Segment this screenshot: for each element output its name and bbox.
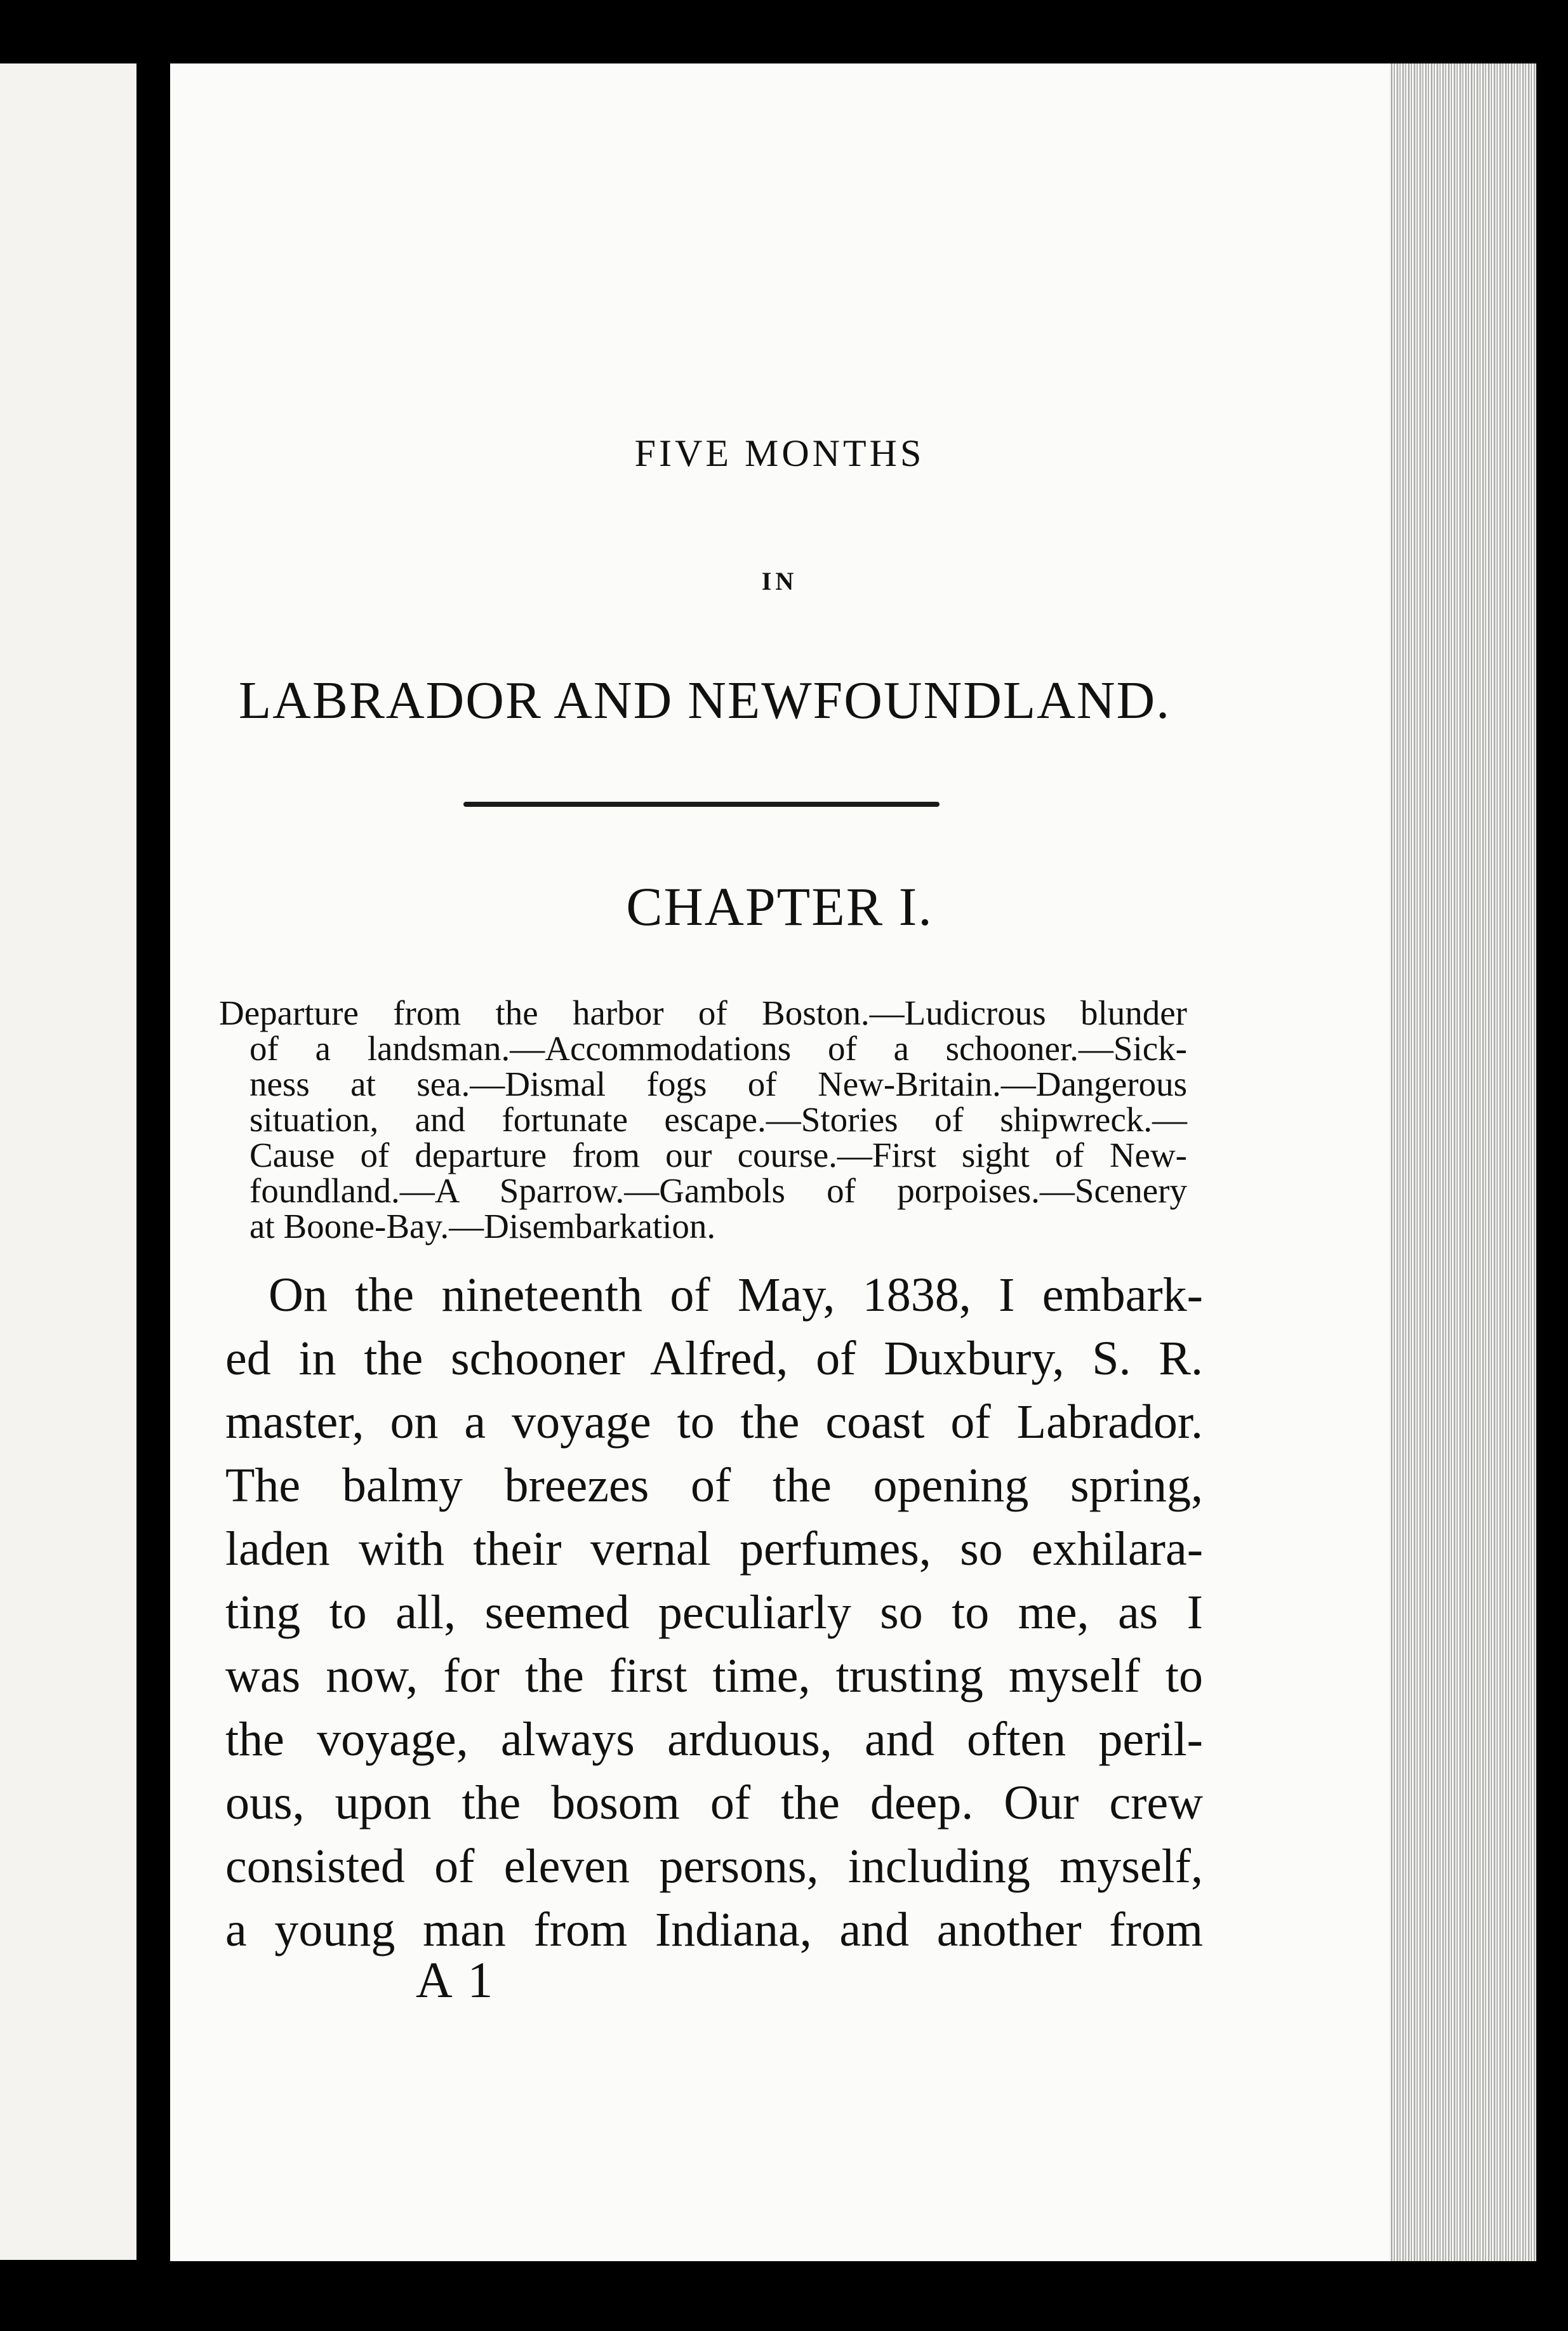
synopsis-line: foundland.—A Sparrow.—Gambols of porpoises.—Scenery	[249, 1171, 1187, 1210]
signature-mark: A 1	[416, 1953, 496, 2009]
body-line: was now, for the first time, trusting myself to	[225, 1649, 1203, 1703]
facing-page	[0, 63, 136, 2260]
body-line: ous, upon the bosom of the deep. Our crew	[225, 1776, 1203, 1830]
body-line: On the nineteenth of May, 1838, I embark-	[269, 1268, 1203, 1322]
body-line: the voyage, always arduous, and often peril-	[225, 1713, 1203, 1766]
synopsis-line: at Boone-Bay.—Disembarkation.	[249, 1207, 716, 1245]
divider-rule	[463, 802, 940, 807]
body-line: ed in the schooner Alfred, of Duxbury, S. R.	[225, 1332, 1203, 1385]
chapter-heading: CHAPTER I.	[626, 876, 933, 937]
synopsis-line: ness at sea.—Dismal fogs of New-Britain.—Dangerous	[249, 1065, 1187, 1103]
synopsis-line: Departure from the harbor of Boston.—Ludicrous blunder	[219, 993, 1187, 1032]
title-line-3: LABRADOR AND NEWFOUNDLAND.	[238, 671, 1171, 730]
body-line: The balmy breezes of the opening spring,	[225, 1459, 1203, 1512]
chapter-synopsis	[219, 995, 1187, 1244]
body-text	[225, 1263, 1203, 1962]
body-line: laden with their vernal perfumes, so exhilara-	[225, 1522, 1203, 1576]
title-line-1: FIVE MONTHS	[634, 432, 925, 474]
synopsis-line: of a landsman.—Accommodations of a schooner.—Sick-	[249, 1029, 1187, 1068]
title-line-2: IN	[761, 567, 798, 595]
body-line: a young man from Indiana, and another from	[225, 1903, 1203, 1956]
body-line: consisted of eleven persons, including myself,	[225, 1840, 1203, 1893]
body-line: master, on a voyage to the coast of Labrador.	[225, 1395, 1203, 1449]
body-line: ting to all, seemed peculiarly so to me, as I	[225, 1586, 1203, 1639]
page-edges	[1389, 63, 1536, 2261]
synopsis-line: Cause of departure from our course.—First sight of New-	[249, 1136, 1187, 1174]
synopsis-line: situation, and fortunate escape.—Stories of shipwreck.—	[249, 1100, 1187, 1139]
